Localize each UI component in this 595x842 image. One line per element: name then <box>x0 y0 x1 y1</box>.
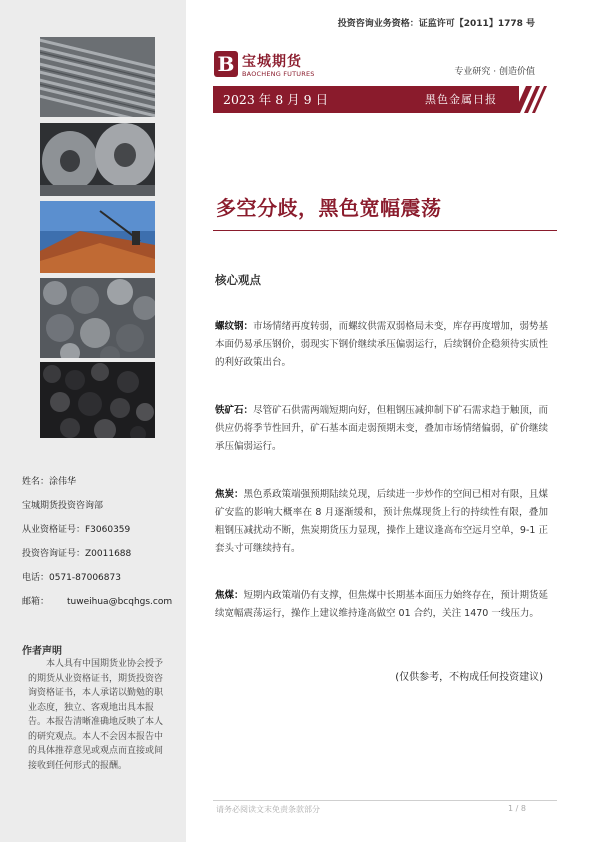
steel-coil-photo <box>40 123 155 196</box>
logo-english-name: BAOCHENG FUTURES <box>242 70 315 78</box>
paragraph-text: 市场情绪再度转弱，而螺纹供需双弱格局未变，库存再度增加，弱势基本面仍易承压钢价，弱现实下钢价继续承压偏弱运行，后续钢价企稳须待实质性的利好政策出台。 <box>215 321 548 368</box>
logo-chinese-name: 宝城期货 <box>242 54 302 70</box>
title-divider <box>213 230 557 231</box>
qualification-line: 投资咨询业务资格：证监许可【2011】1778 号 <box>337 19 535 29</box>
sidebar <box>0 0 186 842</box>
paragraph-coking-coal <box>215 587 548 623</box>
consulting-cert: 投资咨询证号：Z0011688 <box>22 549 132 559</box>
paragraph-label: 螺纹钢： <box>215 321 254 332</box>
coal-photo <box>40 362 155 438</box>
paragraph-label: 焦炭： <box>215 489 244 500</box>
declaration-text: 本人具有中国期货业协会授予的期货从业资格证书，期货投资咨询资格证书，本人承诺以勤勉的职业态度，独立、客观地出具本报告。本报告清晰准确地反映了本人的研究观点。本人不会因本报告中的具体推荐意见或观点而直接或间接收到任何形式的报酬。 <box>28 659 164 771</box>
footer-note: 请务必阅读文末免责条款部分 <box>216 805 320 814</box>
section-title: 核心观点 <box>215 273 261 287</box>
email-link[interactable]: tuweihua@bcqhgs.com <box>67 597 173 607</box>
paragraph-label: 焦煤： <box>215 590 244 601</box>
investment-disclaimer: (仅供参考，不构成任何投资建议) <box>395 672 543 683</box>
page-number: 1 / 8 <box>508 804 526 813</box>
analyst-dept: 宝城期货投资咨询部 <box>22 501 104 511</box>
iron-ore-port-photo <box>40 201 155 273</box>
report-headline: 多空分歧，黑色宽幅震荡 <box>216 196 442 220</box>
logo-mark-icon: B <box>214 51 238 77</box>
report-banner <box>213 86 519 113</box>
analyst-name: 姓名：涂伟华 <box>22 477 77 487</box>
banner-stripes-icon <box>510 86 550 113</box>
paragraph-coke <box>215 486 548 558</box>
rebar-photo <box>40 37 155 117</box>
report-type: 黑色金属日报 <box>425 93 497 106</box>
paragraph-text: 短期内政策端仍有支撑，但焦煤中长期基本面压力始终存在，预计期货延续宽幅震荡运行，操作上建议维持逢高做空 01 合约，关注 1470 一线压力。 <box>215 590 548 619</box>
email-label: 邮箱： <box>22 597 50 607</box>
footer-divider <box>213 800 557 801</box>
paragraph-iron-ore <box>215 402 548 456</box>
qualification-cert: 从业资格证号：F3060359 <box>22 525 131 535</box>
paragraph-text: 尽管矿石供需两端短期向好，但粗钢压减抑制下矿石需求趋于触顶，而供应仍将季节性回升，矿石基本面走弱预期未变，叠加市场情绪偏弱，矿价继续承压偏弱运行。 <box>215 405 548 452</box>
declaration-title: 作者声明 <box>22 646 62 657</box>
paragraph-text: 黑色系政策端强预期陆续兑现，后续进一步炒作的空间已相对有限，且煤矿安监的影响大概率在 8 月逐渐缓和，预计焦煤现货上行的持续性有限，叠加粗钢压减扰动不断，焦炭期货压力显现，操作上建议逢高布空远月空单，9-1 正套头寸可继续持有。 <box>215 489 548 554</box>
report-date: 2023 年 8 月 9 日 <box>223 92 329 107</box>
email-row <box>22 594 172 607</box>
paragraph-rebar <box>215 318 548 372</box>
phone: 电话：0571-87006873 <box>22 573 121 583</box>
company-logo <box>214 51 324 79</box>
ore-rocks-photo <box>40 278 155 358</box>
slogan: 专业研究 · 创造价值 <box>454 67 535 77</box>
paragraph-label: 铁矿石： <box>215 405 254 416</box>
